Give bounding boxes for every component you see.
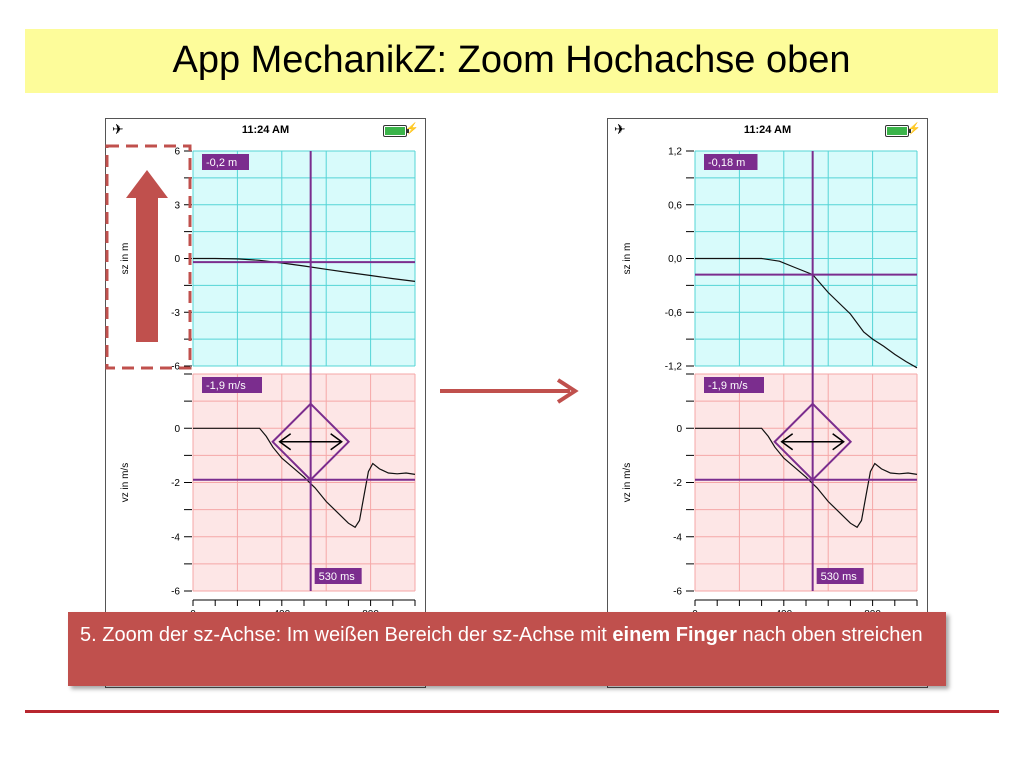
vz-axis-title: vz in m/s: [622, 462, 633, 503]
sz-tick-label: 0,6: [668, 200, 682, 212]
sz-tick-label: -1,2: [664, 361, 682, 373]
vz-tick-label: 0: [676, 423, 682, 435]
sz-cursor-value: -0,18 m: [708, 157, 746, 169]
sz-tick-label: 0,0: [668, 254, 682, 265]
vz-cursor-value: -1,9 m/s: [206, 380, 246, 392]
vz-tick-label: -2: [673, 478, 682, 489]
footer-rule: [25, 710, 999, 713]
vz-tick-label: -2: [171, 478, 180, 489]
time-cursor-value: 530 ms: [820, 571, 857, 583]
instruction-callout: [68, 612, 946, 686]
vz-tick-label: -6: [673, 586, 682, 598]
vz-cursor-value: -1,9 m/s: [708, 380, 748, 392]
status-time: 11:24 AM: [743, 124, 792, 136]
sz-cursor-value: -0,2 m: [206, 157, 238, 169]
status-time: 11:24 AM: [241, 124, 290, 136]
vz-axis-title: vz in m/s: [120, 462, 131, 503]
callout-text-bold: einem Finger: [612, 624, 737, 646]
slide-title: App MechanikZ: Zoom Hochachse oben: [172, 39, 851, 81]
time-cursor-value: 530 ms: [318, 571, 355, 583]
vz-tick-label: -4: [171, 532, 180, 544]
sz-tick-label: 3: [174, 200, 180, 212]
callout-text-part: 5. Zoom der sz-Achse: Im weißen Bereich der sz-Achse mit: [80, 624, 613, 646]
airplane-icon: ✈: [614, 121, 626, 137]
sz-tick-label: -6: [171, 361, 180, 373]
vz-tick-label: -4: [673, 532, 682, 544]
bolt-icon: ⚡: [907, 123, 921, 135]
vz-tick-label: -6: [171, 586, 180, 598]
callout-text-part: nach oben streichen: [736, 624, 923, 646]
sz-axis-title: sz in m: [622, 242, 633, 275]
sz-tick-label: -3: [171, 307, 180, 319]
sz-axis-title: sz in m: [120, 242, 131, 275]
sz-tick-label: 1,2: [668, 146, 682, 158]
vz-tick-label: 0: [174, 423, 180, 435]
instruction-text: [80, 622, 934, 648]
transition-arrow-icon: [440, 380, 575, 402]
sz-tick-label: 6: [174, 146, 180, 158]
sz-tick-label: -0,6: [664, 307, 682, 319]
swipe-up-arrow-icon: [126, 170, 168, 342]
bolt-icon: ⚡: [405, 123, 419, 135]
sz-tick-label: 0: [174, 254, 180, 265]
airplane-icon: ✈: [112, 121, 124, 137]
